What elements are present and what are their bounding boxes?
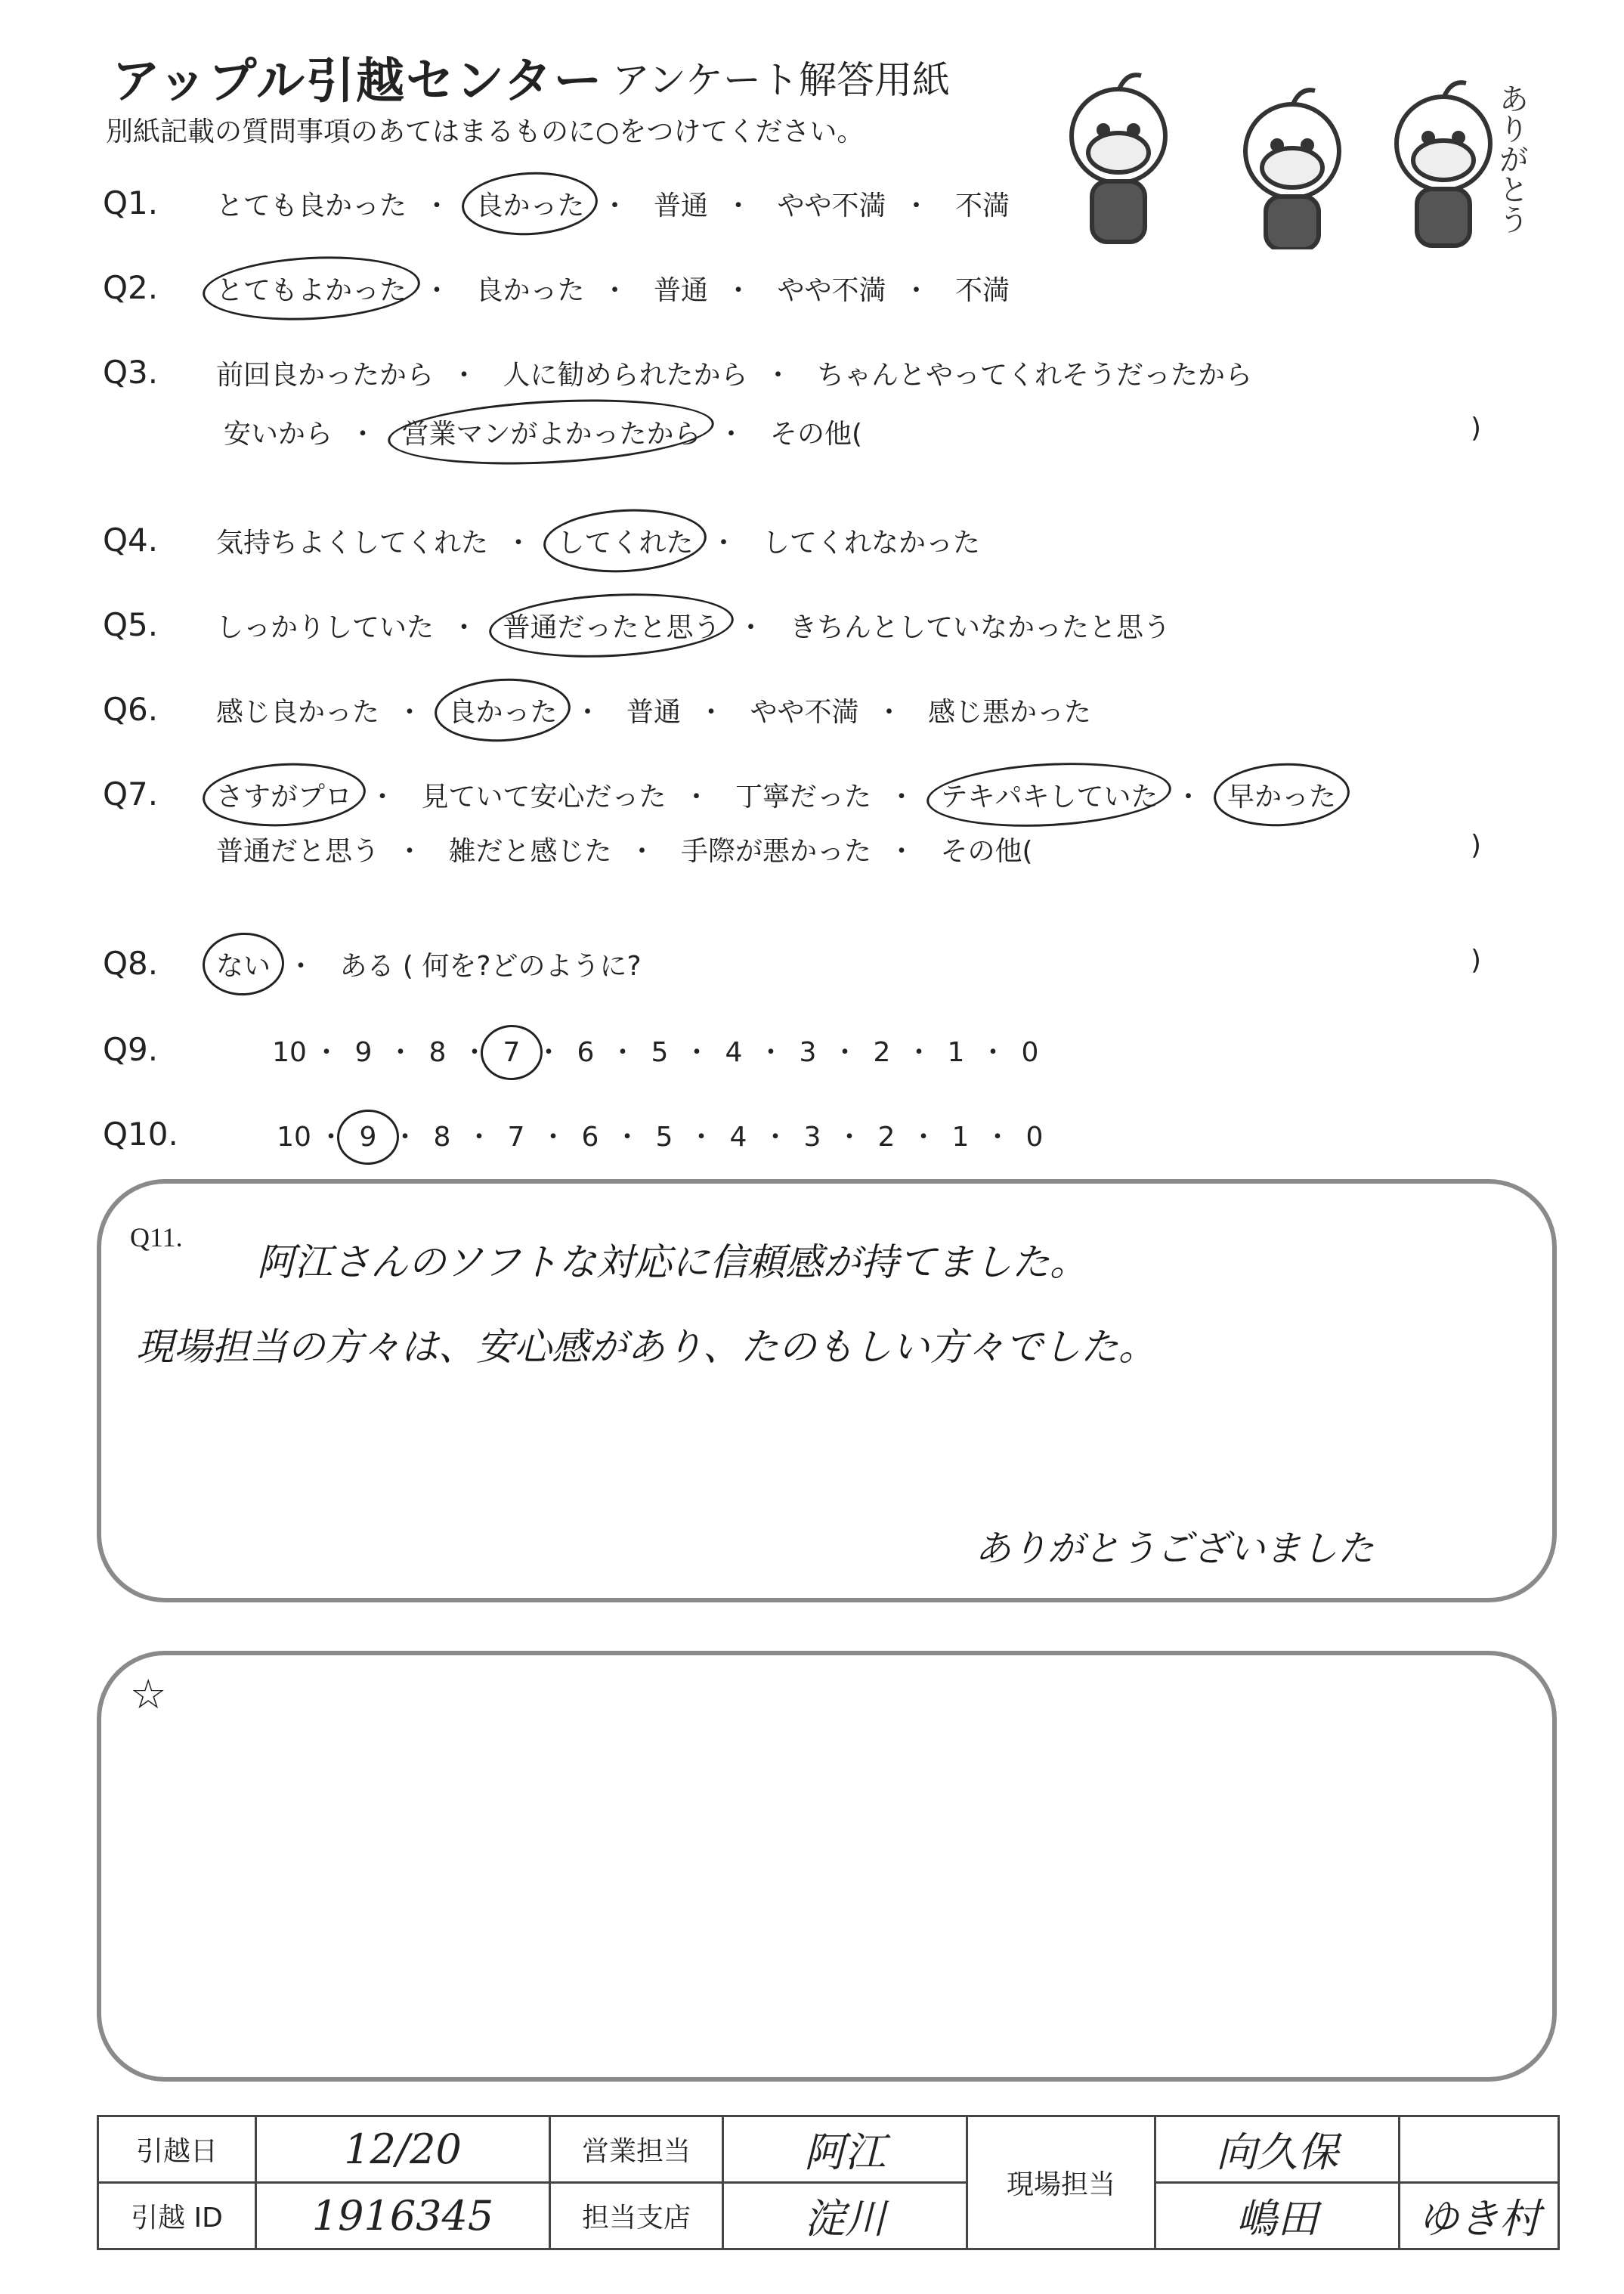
q9-label: Q9. [103, 1031, 159, 1068]
q11-label: Q11. [130, 1222, 183, 1252]
q9-score-7[interactable]: 7 [494, 1037, 529, 1068]
q1-opt-4[interactable]: やや不満 [777, 190, 886, 221]
q9-score-8[interactable]: 8 [428, 1037, 447, 1068]
q6-opt-2[interactable]: 良かった [448, 691, 557, 729]
q9-score-5[interactable]: 5 [651, 1037, 669, 1068]
q2-opt-1[interactable]: とてもよかった [216, 269, 407, 308]
q9-score-4[interactable]: 4 [725, 1037, 743, 1068]
q9-score-0[interactable]: 0 [1021, 1037, 1039, 1068]
q2-options: とてもよかった ・ 良かった ・ 普通 ・ やや不満 ・ 不満 [216, 269, 1010, 308]
q2-opt-3[interactable]: 普通 [653, 275, 708, 306]
q7-opt-9[interactable]: その他( [940, 836, 1033, 867]
q11-comment-line2: 現場担当の方々は、安心感があり、たのもしい方々でした。 [136, 1325, 1156, 1369]
q11-comment-line1: 阿江さんのソフトな対応に信頼感が持てました。 [257, 1240, 1087, 1284]
q7-opt-4[interactable]: テキパキしていた [940, 776, 1158, 814]
q10-score-5[interactable]: 5 [655, 1122, 673, 1153]
q3-opt-6[interactable]: その他( [769, 419, 863, 450]
field-staff-3: ゆき村 [1400, 2183, 1559, 2249]
q7-label: Q7. [103, 776, 159, 813]
q2-opt-2[interactable]: 良かった [475, 275, 585, 306]
q6-label: Q6. [103, 691, 159, 728]
sales-rep-value: 阿江 [723, 2116, 967, 2183]
q4-opt-3[interactable]: してくれなかった [762, 528, 980, 559]
q10-score-0[interactable]: 0 [1025, 1122, 1044, 1153]
mascot-caption: ありがとう [1494, 83, 1529, 234]
instruction-text: 別紙記載の質問事項のあてはまるものに○をつけてください。 [106, 116, 865, 147]
q5-opt-2[interactable]: 普通だったと思う [503, 606, 720, 645]
q4-options: 気持ちよくしてくれた ・ してくれた ・ してくれなかった [216, 522, 980, 560]
q3-opt-5[interactable]: 営業マンがよかったから [401, 413, 701, 451]
star-icon: ☆ [130, 1670, 167, 1718]
q10-score-7[interactable]: 7 [507, 1122, 525, 1153]
q2-opt-4[interactable]: やや不満 [777, 275, 886, 306]
q10-score-6[interactable]: 6 [581, 1122, 599, 1153]
q9-score-10[interactable]: 10 [272, 1037, 307, 1068]
q8-opt-2[interactable]: ある ( 何を?どのように? [339, 951, 642, 982]
q6-opt-4[interactable]: やや不満 [750, 697, 859, 728]
q8-options: ない ・ ある ( 何を?どのように? [216, 945, 642, 983]
q3-opt-2[interactable]: 人に勧められたから [503, 360, 748, 391]
q1-opt-2[interactable]: 良かった [475, 184, 584, 223]
q9-score-6[interactable]: 6 [577, 1037, 595, 1068]
q7-opt-1[interactable]: さすがプロ [216, 776, 352, 814]
q7-close-paren: ) [1471, 830, 1482, 861]
q9-scale: 10 ・ 9 ・ 8 ・ 7 ・ 6 ・ 5 ・ 4 ・ 3 ・ 2 ・ 1 ・ 0 [272, 1031, 1047, 1070]
q1-opt-1[interactable]: とても良かった [216, 190, 407, 221]
q9-score-9[interactable]: 9 [354, 1037, 373, 1068]
sales-label: 営業担当 [550, 2116, 723, 2183]
q10-score-2[interactable]: 2 [877, 1122, 896, 1153]
q8-close-paren: ) [1471, 945, 1482, 976]
q6-opt-3[interactable]: 普通 [626, 697, 681, 728]
field-staff-2: 嶋田 [1155, 2183, 1400, 2249]
field-staff-empty [1400, 2116, 1559, 2183]
q8-opt-1[interactable]: ない [216, 945, 271, 983]
q7-options-line2: 普通だと思う ・ 雑だと感じた ・ 手際が悪かった ・ その他( [216, 830, 1033, 868]
footer-table [97, 2115, 1560, 2250]
q3-label: Q3. [103, 354, 159, 391]
q9-score-2[interactable]: 2 [873, 1037, 891, 1068]
q5-opt-1[interactable]: しっかりしていた [216, 612, 435, 643]
q7-opt-7[interactable]: 雑だと感じた [448, 836, 612, 867]
q4-opt-1[interactable]: 気持ちよくしてくれた [216, 528, 489, 559]
q4-label: Q4. [103, 522, 159, 559]
q7-options-line1: さすがプロ ・ 見ていて安心だった ・ 丁寧だった ・ テキパキしていた ・ 早かった [216, 776, 1336, 814]
q10-label: Q10. [103, 1116, 178, 1153]
q7-opt-8[interactable]: 手際が悪かった [680, 836, 871, 867]
q3-options-line2: 安いから ・ 営業マンがよかったから ・ その他( [224, 413, 862, 451]
q10-score-3[interactable]: 3 [803, 1122, 821, 1153]
mascot-illustration [1013, 53, 1542, 249]
q1-opt-5[interactable]: 不満 [954, 190, 1010, 221]
q7-opt-3[interactable]: 丁寧だった [735, 782, 871, 813]
q9-score-1[interactable]: 1 [947, 1037, 965, 1068]
q3-opt-3[interactable]: ちゃんとやってくれそうだったから [816, 360, 1252, 391]
q7-opt-6[interactable]: 普通だと思う [216, 836, 380, 867]
q10-score-10[interactable]: 10 [277, 1122, 311, 1153]
company-title: アップル引越センター [112, 54, 604, 110]
q6-opt-1[interactable]: 感じ良かった [216, 697, 380, 728]
move-date-value: 12/20 [256, 2116, 550, 2183]
q3-close-paren: ) [1471, 413, 1482, 444]
q6-opt-5[interactable]: 感じ悪かった [927, 697, 1091, 728]
q11-closing: ありがとうございました [975, 1528, 1375, 1570]
field-staff-1: 向久保 [1155, 2116, 1400, 2183]
q10-scale: 10 ・ 9 ・ 8 ・ 7 ・ 6 ・ 5 ・ 4 ・ 3 ・ 2 ・ 1 ・ 0 [277, 1116, 1052, 1154]
q1-options: とても良かった ・ 良かった ・ 普通 ・ やや不満 ・ 不満 [216, 184, 1010, 223]
q1-label: Q1. [103, 184, 159, 221]
q5-label: Q5. [103, 606, 159, 643]
q2-opt-5[interactable]: 不満 [954, 275, 1010, 306]
q5-opt-3[interactable]: きちんとしていなかったと思う [789, 612, 1171, 643]
field-staff-label: 現場担当 [967, 2116, 1155, 2249]
q5-options: しっかりしていた ・ 普通だったと思う ・ きちんとしていなかったと思う [216, 606, 1171, 645]
q6-options: 感じ良かった ・ 良かった ・ 普通 ・ やや不満 ・ 感じ悪かった [216, 691, 1091, 729]
q7-opt-2[interactable]: 見ていて安心だった [421, 782, 667, 813]
q10-score-4[interactable]: 4 [729, 1122, 747, 1153]
q2-label: Q2. [103, 269, 159, 306]
move-id-value: 1916345 [256, 2183, 550, 2249]
move-date-label: 引越日 [98, 2116, 256, 2183]
q3-opt-1[interactable]: 前回良かったから [216, 360, 435, 391]
q10-score-1[interactable]: 1 [951, 1122, 970, 1153]
survey-subtitle: アンケート解答用紙 [612, 58, 950, 102]
move-id-label: 引越 ID [98, 2183, 256, 2249]
q10-score-9[interactable]: 9 [351, 1122, 385, 1153]
q1-opt-3[interactable]: 普通 [653, 190, 708, 221]
branch-value: 淀川 [723, 2183, 967, 2249]
star-comment-box [97, 1651, 1557, 2082]
q10-score-8[interactable]: 8 [433, 1122, 451, 1153]
q4-opt-2[interactable]: してくれた [557, 522, 693, 560]
q8-label: Q8. [103, 945, 159, 982]
q3-options-line1: 前回良かったから ・ 人に勧められたから ・ ちゃんとやってくれそうだったから [216, 354, 1252, 392]
branch-label: 担当支店 [550, 2183, 723, 2249]
q7-opt-5[interactable]: 早かった [1227, 776, 1336, 814]
q3-opt-4[interactable]: 安いから [224, 419, 333, 450]
q9-score-3[interactable]: 3 [799, 1037, 817, 1068]
